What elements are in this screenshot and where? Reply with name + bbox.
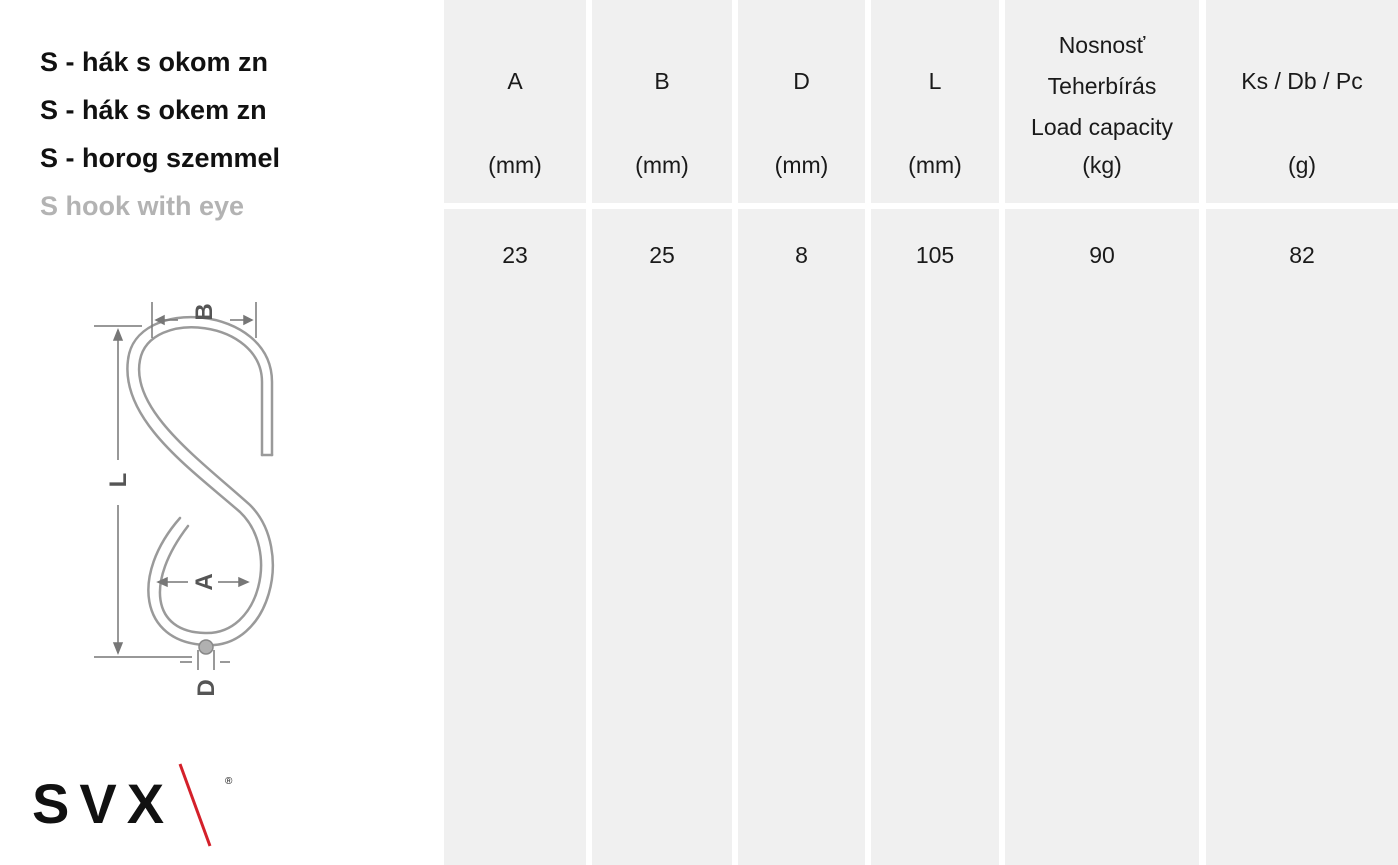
dimension-label-d: D xyxy=(193,679,220,697)
column-unit: (mm) xyxy=(774,152,829,178)
column-header xyxy=(592,0,732,203)
header-divider xyxy=(1206,203,1398,209)
column-header xyxy=(444,0,586,203)
table-column-d xyxy=(738,0,865,865)
title-english: S hook with eye xyxy=(40,191,245,221)
column-unit: (g) xyxy=(1287,152,1317,178)
table-column-weight xyxy=(1206,0,1398,865)
column-header-label: L xyxy=(928,68,942,94)
column-unit: (mm) xyxy=(635,152,689,178)
column-header-label: D xyxy=(793,68,810,94)
table-cell: 90 xyxy=(1089,242,1115,268)
title-czech: S - hák s okem zn xyxy=(40,95,267,125)
table-cell: 105 xyxy=(915,242,955,268)
header-divider xyxy=(1005,203,1199,209)
header-divider xyxy=(871,203,999,209)
column-header-label: A xyxy=(507,68,523,94)
table-column-load-capacity xyxy=(1005,0,1199,865)
title-hungarian: S - horog szemmel xyxy=(40,143,281,173)
column-header xyxy=(1206,0,1398,203)
column-unit: (mm) xyxy=(488,152,542,178)
header-divider xyxy=(444,203,586,209)
table-column-b xyxy=(592,0,732,865)
column-header-label-sk: Nosnosť xyxy=(1058,32,1146,58)
title-block xyxy=(40,38,280,230)
title-slovak: S - hák s okom zn xyxy=(40,47,269,77)
table-column-a xyxy=(444,0,586,865)
table-cell: 82 xyxy=(1289,242,1315,268)
logo-registered-mark: ® xyxy=(225,776,233,787)
table-column-l xyxy=(871,0,999,865)
dimension-label-a: A xyxy=(191,573,218,591)
header-divider xyxy=(592,203,732,209)
column-header xyxy=(871,0,999,203)
dimension-label-b: B xyxy=(191,303,218,321)
s-hook-drawing xyxy=(80,290,300,710)
svx-logo xyxy=(30,760,250,855)
logo-slash-mark xyxy=(180,764,210,846)
column-unit: (mm) xyxy=(908,152,962,178)
dimension-label-l: L xyxy=(105,472,132,488)
header-divider xyxy=(738,203,865,209)
column-header xyxy=(738,0,865,203)
table-cell: 23 xyxy=(502,242,528,268)
column-header-label: B xyxy=(654,68,670,94)
column-header-label-hu: Teherbírás xyxy=(1047,73,1157,99)
table-cell: 8 xyxy=(795,242,808,268)
column-unit: (kg) xyxy=(1082,152,1122,178)
column-header-label: Ks / Db / Pc xyxy=(1241,68,1363,94)
table-cell: 25 xyxy=(649,242,675,268)
logo-text: SVX xyxy=(32,772,175,835)
column-header-label xyxy=(1005,25,1199,148)
column-header xyxy=(1005,0,1199,203)
column-header-label-en: Load capacity xyxy=(1031,114,1173,140)
